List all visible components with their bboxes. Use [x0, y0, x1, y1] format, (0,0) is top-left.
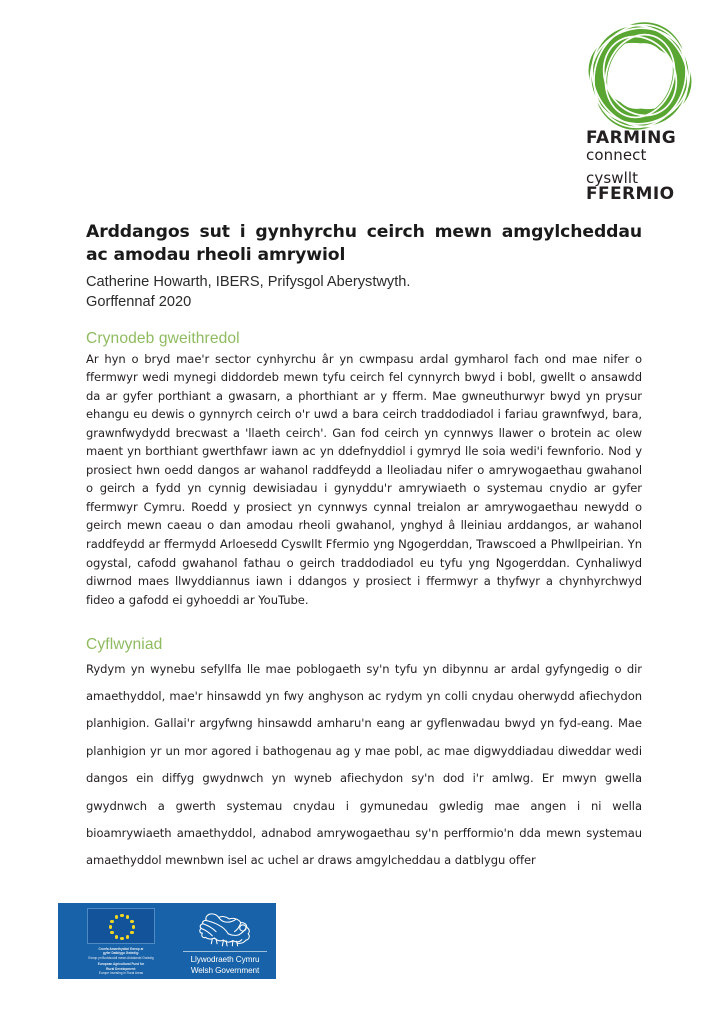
byline: [86, 272, 642, 313]
section-body-cyflwyniad: Rydym yn wynebu sefyllfa lle mae poblogaeth sy'n tyfu yn dibynnu ar ardal gyfyngedig o dir amaethyddol, mae'r hinsawdd yn fwy anghyson ac rydym yn colli cnydau oherwydd afiechydon planhigion. Gallai'r argyfwng hinsawdd amharu'n eang ar gyflenwadau bwyd yn fyd-eang. Mae planhigion yr un mor agored i bathogenau ag y mae pobl, ac mae digwyddiadau diweddar wedi dangos ein diffyg gwydnwch yn wyneb afiechydon sy'n dod i'r amlwg. Er mwyn gwella gwydnwch a gwerth systemau cnydau i gymunedau gwledig mae angen i ni wella bioamrywiaeth amaethyddol, adnabod amrywogaethau sy'n perfformio'n dda mewn systemau amaethyddol mewnbwn isel ac uchel ar draws amgylcheddau a datblygu offer: [86, 661, 642, 868]
eu-flag-icon: [87, 908, 155, 944]
brand-line-connect: connect: [586, 146, 647, 165]
eu-star: [115, 935, 118, 938]
eu-star: [130, 931, 133, 934]
byline-date: Gorffennaf 2020: [86, 294, 192, 311]
welsh-dragon-icon: [193, 909, 257, 949]
eu-star: [109, 925, 112, 928]
eu-caption-english-2: Rural Development:: [106, 966, 136, 971]
farming-connect-swirl-icon: [586, 22, 694, 130]
eu-star: [115, 915, 118, 918]
funding-banner: [58, 903, 276, 979]
eu-caption-english-3: Europe Investing in Rural Areas: [98, 971, 144, 976]
eu-star: [110, 931, 113, 934]
brand-line-cyswllt: cyswllt: [586, 168, 639, 187]
welsh-government-label: [180, 955, 270, 977]
eu-star: [126, 915, 129, 918]
eu-star: [126, 935, 129, 938]
page-title: Arddangos sut i gynhyrchu ceirch mewn amgylcheddau ac amodau rheoli amrywiol: [86, 221, 642, 266]
farming-connect-logo: [580, 22, 700, 204]
welsh-government-block: [180, 909, 270, 977]
brand-line-ffermio: FFERMIO: [586, 183, 675, 204]
eu-star: [130, 920, 133, 923]
eu-star: [132, 925, 135, 928]
eu-star: [120, 914, 123, 917]
welsh-government-english: Welsh Government: [190, 965, 260, 975]
eu-funding-block: [66, 908, 176, 976]
section-heading-crynodeb: Crynodeb gweithredol: [86, 330, 240, 347]
welsh-government-divider: [183, 951, 267, 952]
eu-caption-welsh-3: Ewrop yn Buddsoddi mewn Ardaloedd Gwledig: [88, 955, 154, 960]
eu-funding-caption: [66, 947, 176, 976]
eu-star: [120, 937, 123, 940]
section-cyflwyniad: [86, 636, 642, 875]
section-crynodeb-gweithredol: [86, 330, 642, 609]
brand-wordmark: [586, 130, 698, 203]
brand-line-farming: FARMING: [586, 128, 677, 148]
eu-caption-english-1: European Agricultural Fund for: [97, 962, 145, 967]
eu-caption-welsh-2: gyfer Datblygu Gwledig:: [102, 951, 140, 956]
byline-author: Catherine Howarth, IBERS, Prifysgol Aberystwyth.: [86, 274, 411, 290]
section-body-crynodeb: Ar hyn o bryd mae'r sector cynhyrchu âr yn cwmpasu ardal gymharol fach ond mae nifer o ffermwyr wedi mynegi diddordeb mewn tyfu ceirch fel cynnyrch bwyd i bobl, gwellt o ansawdd da ar gyfer porthiant a gwasarn, a phorthiant ar y fferm. Mae gwneuthurwyr bwyd yn prysur ehangu eu dewis o gynnyrch ceirch o'r uwd a bara ceirch traddodiadol i fariau grawnfwyd, bara, grawnfwydydd brecwast a 'llaeth ceirch'. Gan fod ceirch yn cynnwys llawer o brotein ac olew maent yn borthiant gwerthfawr iawn ac yn ddefnyddiol i gymryd lle soia wedi'i fewnforio. Nod y prosiect hwn oedd dangos ar wahanol raddfeydd a lleoliadau nifer o amrywogaethau gwahanol o geirch a fydd yn cynnig dewisiadau i gynyddu'r amrywiaeth o systemau cnydio ar gyfer ffermwyr Cymru. Roedd y prosiect yn cynnwys cynnal treialon ar amrywogaethau newydd o geirch mewn caeau o dan amodau rheoli gwahanol, ynghyd â lleiniau arddangos, ar wahanol raddfeydd ar ffermydd Arloesedd Cyswllt Ffermio yng Ngogerddan, Trawscoed a Phwllpeirian. Yn ogystal, cafodd gwahanol fathau o geirch traddodiadol eu tyfu yng Ngogerddan. Cynhaliwyd diwrnod maes llwyddiannus iawn i ddangos y prosiect i ffermwyr a thyfwyr a chynhyrchwyd fideo a gafodd ei gyhoeddi ar YouTube.: [86, 351, 642, 607]
welsh-government-welsh: Llywodraeth Cymru: [190, 955, 260, 964]
section-heading-cyflwyniad: Cyflwyniad: [86, 636, 163, 653]
eu-star: [110, 920, 113, 923]
eu-caption-welsh-1: Cronfa Amaethyddol Ewrop ar: [98, 947, 144, 951]
